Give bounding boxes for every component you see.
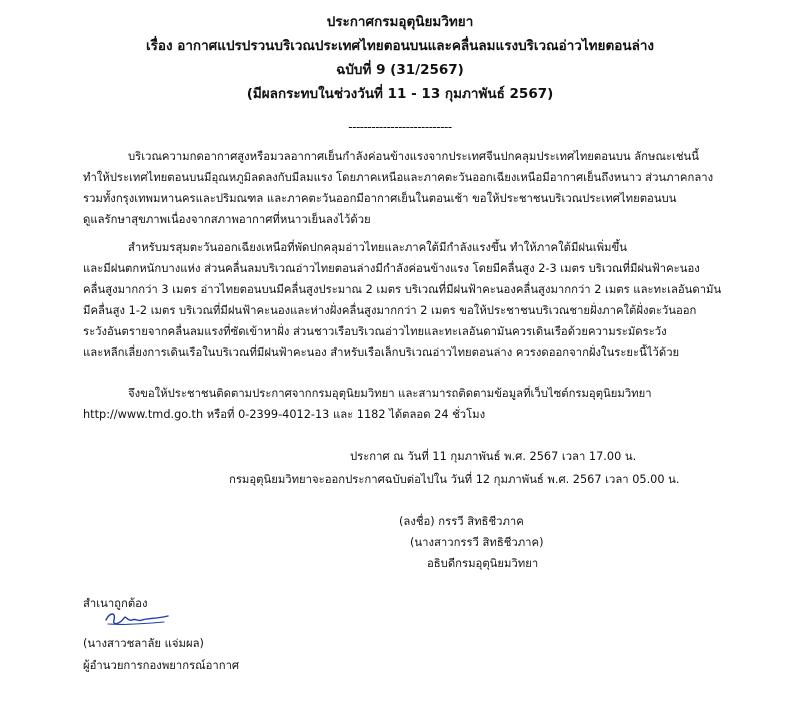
website-and-phone-line: http://www.tmd.go.th หรือที่ 0-2399-4012-13 และ 1182 ได้ตลอด 24 ชั่วโมง [83, 408, 486, 421]
issued-datetime: ประกาศ ณ วันที่ 11 กุมภาพันธ์ พ.ศ. 2567 เวลา 17.00 น. [350, 450, 637, 463]
announcement-agency-title: ประกาศกรมอุตุนิยมวิทยา [326, 14, 474, 30]
paragraph-line: และหลีกเลี่ยงการเดินเรือในบริเวณที่มีฝนฟ้าคะนอง สำหรับเรือเล็กบริเวณอ่าวไทยตอนล่าง ควรงดออกจากฝั่งในระยะนี้ไว้ด้วย [83, 346, 680, 359]
paragraph-line: รวมทั้งกรุงเทพมหานครและปริมณฑล และภาคตะวันออกมีอากาศเย็นในตอนเช้า ขอให้ประชาชนบริเวณประเทศไทยตอนบน [83, 192, 677, 205]
signer-full-name: (นางสาวกรรวี สิทธิชีวภาค) [410, 536, 544, 549]
certifier-position: ผู้อำนวยการกองพยากรณ์อากาศ [83, 659, 240, 672]
certified-copy-label: สำเนาถูกต้อง [83, 597, 148, 610]
announcement-issue-number: ฉบับที่ 9 (31/2567) [336, 62, 464, 78]
paragraph-follow-updates [83, 383, 723, 425]
paragraph-line: มีคลื่นสูง 1-2 เมตร บริเวณที่มีฝนฟ้าคะนองและห่างฝั่งคลื่นสูงมากกว่า 2 เมตร ขอให้ประชาชนบริเวณชายฝั่งภาคใต้ฝั่งตะวันออก [83, 304, 697, 317]
announcement-subject: เรื่อง อากาศแปรปรวนบริเวณประเทศไทยตอนบนและคลื่นลมแรงบริเวณอ่าวไทยตอนล่าง [145, 38, 655, 54]
paragraph-line: สำหรับมรสุมตะวันออกเฉียงเหนือที่พัดปกคลุมอ่าวไทยและภาคใต้มีกำลังแรงขึ้น ทำให้ภาคใต้มีฝนเพิ่มขึ้น [128, 241, 627, 254]
paragraph-line: บริเวณความกดอากาศสูงหรือมวลอากาศเย็นกำลังค่อนข้างแรงจากประเทศจีนปกคลุมประเทศไทยตอนบน ลักษณะเช่นนี้ [128, 150, 699, 163]
paragraph-line: คลื่นสูงมากกว่า 3 เมตร อ่าวไทยตอนบนมีคลื่นสูงประมาณ 2 เมตร บริเวณที่มีฝนฟ้าคะนองคลื่นสูงมากกว่า 2 เมตร และทะเลอันดามัน [83, 283, 722, 296]
header-separator: --------------------------- [348, 120, 452, 134]
paragraph-line: จึงขอให้ประชาชนติดตามประกาศจากกรมอุตุนิยมวิทยา และสามารถติดตามข้อมูลที่เว็บไซต์กรมอุตุนิยมวิทยา [128, 387, 652, 400]
next-issue-datetime: กรมอุตุนิยมวิทยาจะออกประกาศฉบับต่อไปใน วันที่ 12 กุมภาพันธ์ พ.ศ. 2567 เวลา 05.00 น. [229, 473, 680, 486]
certifier-name: (นางสาวชลาลัย แจ่มผล) [83, 637, 204, 650]
announcement-effective-period: (มีผลกระทบในช่วงวันที่ 11 - 13 กุมภาพันธ์ 2567) [246, 86, 554, 102]
paragraph-line: ระวังอันตรายจากคลื่นลมแรงที่ซัดเข้าหาฝั่ง ส่วนชาวเรือบริเวณอ่าวไทยและทะเลอันดามันควรเดินเรือด้วยความระมัดระวัง [83, 325, 667, 338]
paragraph-line: และมีฝนตกหนักบางแห่ง ส่วนคลื่นลมบริเวณอ่าวไทยตอนล่างมีกำลังค่อนข้างแรง โดยมีคลื่นสูง 2-3 เมตร บริเวณที่มีฝนฟ้าคะนอง [83, 262, 700, 275]
paragraph-cold-air [83, 146, 723, 230]
signer-position: อธิบดีกรมอุตุนิยมวิทยา [427, 557, 539, 570]
signed-name: (ลงชื่อ) กรรวี สิทธิชีวภาค [399, 515, 524, 528]
paragraph-monsoon-waves [83, 237, 723, 363]
paragraph-line: ดูแลรักษาสุขภาพเนื่องจากสภาพอากาศที่หนาวเย็นลงไว้ด้วย [83, 213, 371, 226]
paragraph-line: ทำให้ประเทศไทยตอนบนมีอุณหภูมิลดลงกับมีลมแรง โดยภาคเหนือและภาคตะวันออกเฉียงเหนือมีอากาศเย็นถึงหนาว ส่วนภาคกลาง [83, 171, 714, 184]
handwritten-signature [102, 606, 172, 630]
